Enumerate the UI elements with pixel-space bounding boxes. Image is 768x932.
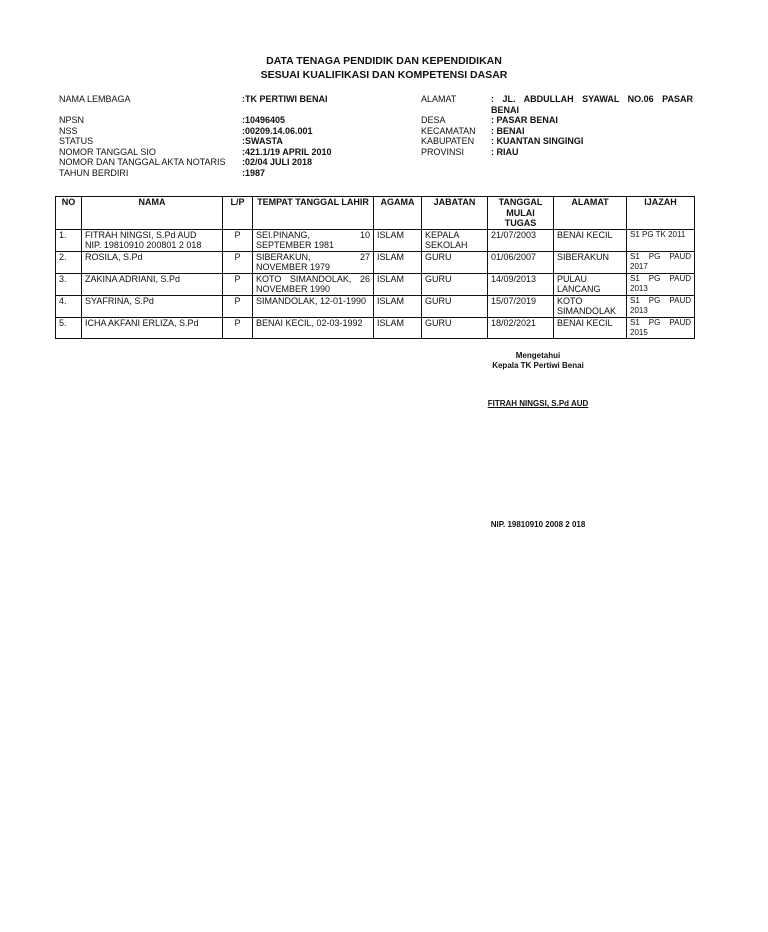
nama-text: FITRAH NINGSI, S.Pd AUD <box>85 229 197 240</box>
staff-table <box>55 196 695 339</box>
akta-value: :02/04 JULI 2018 <box>242 157 313 167</box>
cell-tmt: 18/02/2021 <box>488 317 554 338</box>
signatory-nip: NIP. 19810910 2008 2 018 <box>490 520 586 529</box>
document-title <box>0 54 768 82</box>
cell-ttl: SIBERAKUN, 27 NOVEMBER 1979 <box>253 251 374 273</box>
header-jabatan: JABATAN <box>422 197 488 230</box>
cell-tmt: 15/07/2019 <box>488 295 554 317</box>
info-row-desa <box>421 115 693 126</box>
nss-label: NSS <box>59 125 78 136</box>
table-row <box>56 229 695 251</box>
akta-label: NOMOR DAN TANGGAL AKTA NOTARIS <box>59 157 226 167</box>
info-row-alamat <box>421 94 693 115</box>
signature-acknowledgement <box>468 351 608 370</box>
cell-ttl: KOTO SIMANDOLAK, 26 NOVEMBER 1990 <box>253 273 374 295</box>
provinsi-label: PROVINSI <box>421 146 465 157</box>
cell-ttl: BENAI KECIL, 02-03-1992 <box>253 317 374 338</box>
sio-value: :421.1/19 APRIL 2010 <box>242 146 332 157</box>
cell-no: 1. <box>56 229 82 251</box>
alamat-label: ALAMAT <box>421 94 457 104</box>
header-lp: L/P <box>223 197 253 230</box>
cell-agama: ISLAM <box>374 295 422 317</box>
cell-tmt: 14/09/2013 <box>488 273 554 295</box>
cell-alamat: BENAI KECIL <box>554 317 627 338</box>
info-row-provinsi <box>421 147 693 158</box>
cell-nama: SYAFRINA, S.Pd <box>82 295 223 317</box>
table-row <box>56 273 695 295</box>
header-tmt: TANGGAL MULAI TUGAS <box>488 197 554 230</box>
signatory-name: FITRAH NINGSI, S.Pd AUD <box>487 399 589 408</box>
cell-jabatan: GURU <box>422 295 488 317</box>
provinsi-value: : RIAU <box>491 146 519 157</box>
kecamatan-value: : BENAI <box>491 125 525 136</box>
cell-no: 5. <box>56 317 82 338</box>
cell-ttl: SIMANDOLAK, 12-01-1990 <box>253 295 374 317</box>
cell-lp: P <box>223 317 253 338</box>
table-row <box>56 317 695 338</box>
title-line-1: DATA TENAGA PENDIDIK DAN KEPENDIDIKAN <box>266 55 502 67</box>
table-row <box>56 295 695 317</box>
cell-nama: ROSILA, S.Pd <box>82 251 223 273</box>
nip-text: NIP. 19810910 200801 2 018 <box>85 240 202 250</box>
cell-alamat: PULAU LANCANG <box>554 273 627 295</box>
tahun-value: :1987 <box>242 167 266 178</box>
kabupaten-label: KABUPATEN <box>421 136 475 146</box>
cell-agama: ISLAM <box>374 273 422 295</box>
header-no: NO <box>56 197 82 230</box>
info-row-nss <box>59 126 332 137</box>
cell-no: 2. <box>56 251 82 273</box>
cell-lp: P <box>223 251 253 273</box>
cell-alamat: SIBERAKUN <box>554 251 627 273</box>
cell-ttl: SEI.PINANG, 10 SEPTEMBER 1981 <box>253 229 374 251</box>
header-alamat: ALAMAT <box>554 197 627 230</box>
info-row-nama-lembaga <box>59 94 332 105</box>
cell-jabatan: GURU <box>422 317 488 338</box>
cell-no: 4. <box>56 295 82 317</box>
cell-agama: ISLAM <box>374 317 422 338</box>
nama-lembaga-label: NAMA LEMBAGA <box>59 94 131 104</box>
cell-ijazah: S1 PG PAUD 2013 <box>627 295 695 317</box>
institution-info-left <box>59 94 332 178</box>
cell-no: 3. <box>56 273 82 295</box>
alamat-value: : JL. ABDULLAH SYAWAL NO.06 PASAR BENAI <box>491 94 693 115</box>
cell-tmt: 01/06/2007 <box>488 251 554 273</box>
info-row-sio <box>59 147 332 158</box>
cell-agama: ISLAM <box>374 251 422 273</box>
header-ijazah: IJAZAH <box>627 197 695 230</box>
desa-label: DESA <box>421 115 446 125</box>
cell-jabatan: GURU <box>422 273 488 295</box>
nss-value: :00209.14.06.001 <box>242 125 313 136</box>
kabupaten-value: : KUANTAN SINGINGI <box>491 136 584 146</box>
header-nama: NAMA <box>82 197 223 230</box>
cell-nama <box>82 229 223 251</box>
nama-lembaga-value: :TK PERTIWI BENAI <box>242 94 328 104</box>
cell-ijazah: S1 PG PAUD 2015 <box>627 317 695 338</box>
status-value: :SWASTA <box>242 136 283 146</box>
header-agama: AGAMA <box>374 197 422 230</box>
signatory-position: Kepala TK Pertiwi Benai <box>492 360 584 370</box>
header-ttl: TEMPAT TANGGAL LAHIR <box>253 197 374 230</box>
cell-jabatan: KEPALA SEKOLAH <box>422 229 488 251</box>
cell-tmt: 21/07/2003 <box>488 229 554 251</box>
cell-agama: ISLAM <box>374 229 422 251</box>
kecamatan-label: KECAMATAN <box>421 125 476 136</box>
cell-ijazah: S1 PG TK 2011 <box>627 229 695 251</box>
institution-info-right <box>421 94 693 157</box>
npsn-label: NPSN <box>59 115 85 125</box>
info-row-kabupaten <box>421 136 693 147</box>
info-row-npsn <box>59 115 332 126</box>
title-line-2: SESUAI KUALIFIKASI DAN KOMPETENSI DASAR <box>260 69 508 81</box>
cell-nama: ICHA AKFANI ERLIZA, S.Pd <box>82 317 223 338</box>
info-row-status <box>59 136 332 147</box>
cell-lp: P <box>223 273 253 295</box>
cell-nama: ZAKINA ADRIANI, S.Pd <box>82 273 223 295</box>
info-row-akta <box>59 157 332 168</box>
cell-jabatan: GURU <box>422 251 488 273</box>
npsn-value: :10496405 <box>242 115 286 125</box>
table-row <box>56 251 695 273</box>
sio-label: NOMOR TANGGAL SIO <box>59 146 156 157</box>
tahun-label: TAHUN BERDIRI <box>59 167 129 178</box>
info-row-tahun <box>59 168 332 179</box>
cell-lp: P <box>223 229 253 251</box>
info-row-kecamatan <box>421 126 693 137</box>
cell-alamat: BENAI KECIL <box>554 229 627 251</box>
desa-value: : PASAR BENAI <box>491 115 558 125</box>
cell-lp: P <box>223 295 253 317</box>
cell-alamat: KOTO SIMANDOLAK <box>554 295 627 317</box>
cell-ijazah: S1 PG PAUD 2013 <box>627 273 695 295</box>
mengetahui-text: Mengetahui <box>515 351 561 360</box>
table-header-row <box>56 197 695 230</box>
cell-ijazah: S1 PG PAUD 2017 <box>627 251 695 273</box>
status-label: STATUS <box>59 136 94 146</box>
